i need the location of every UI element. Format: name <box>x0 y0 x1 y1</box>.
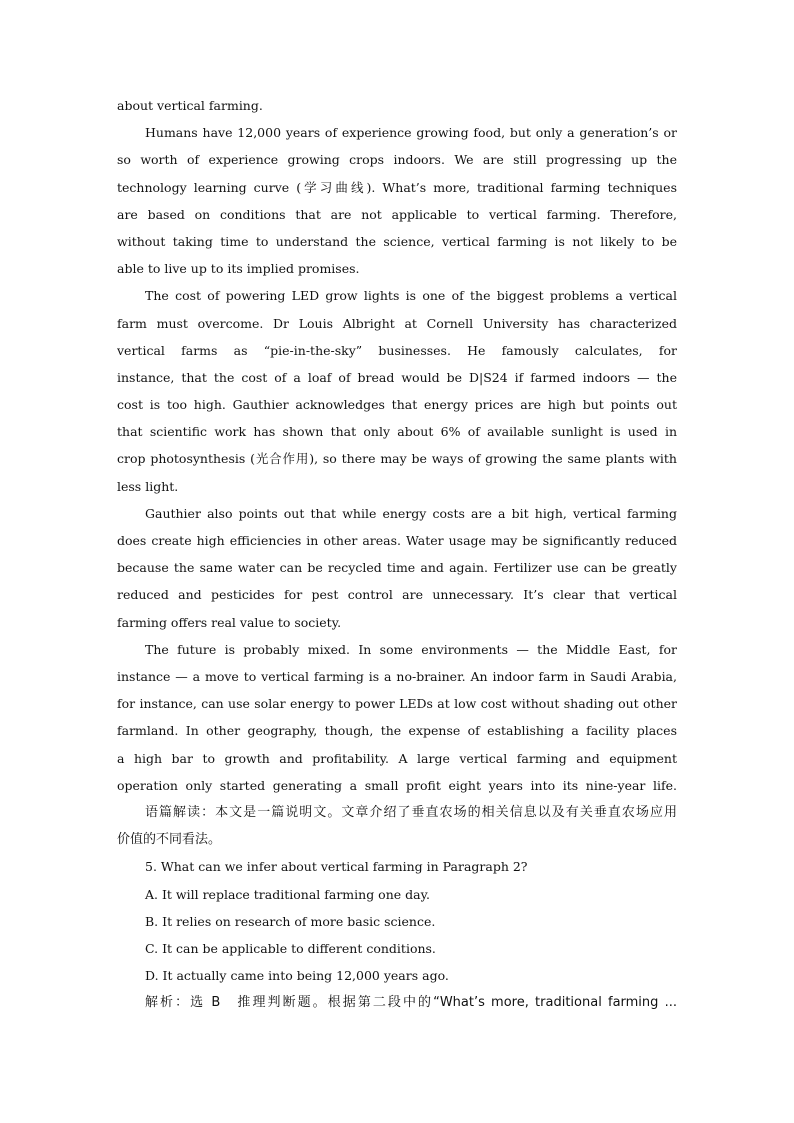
text-line: B. It relies on research of more basic science. <box>145 913 436 929</box>
text-line: that scientific work has shown that only about 6% of available sunlight is used in <box>117 424 677 440</box>
text-line: 5. What can we infer about vertical farming in Paragraph 2? <box>145 859 528 875</box>
text-line: The cost of powering LED grow lights is one of the biggest problems a vertical <box>145 288 677 304</box>
text-line: A. It will replace traditional farming one day. <box>145 886 430 902</box>
text-line: Gauthier also points out that while energy costs are a bit high, vertical farming <box>145 505 677 521</box>
text-line: so worth of experience growing crops indoors. We are still progressing up the <box>117 152 677 168</box>
text-line: less light. <box>117 478 179 494</box>
text-line: cost is too high. Gauthier acknowledges that energy prices are high but points out <box>117 397 677 413</box>
text-line: farmland. In other geography, though, the expense of establishing a facility places <box>117 723 677 739</box>
text-line: The future is probably mixed. In some environments — the Middle East, for <box>145 641 677 657</box>
text-line: farm must overcome. Dr Louis Albright at Cornell University has characterized <box>117 315 677 331</box>
text-line: because the same water can be recycled time and again. Fertilizer use can be greatly <box>117 560 677 576</box>
text-line: vertical farms as “pie-in-the-sky” businesses. He famously calculates, for <box>117 342 677 358</box>
text-line: are based on conditions that are not applicable to vertical farming. Therefore, <box>117 206 677 222</box>
text-line: operation only started generating a small profit eight years into its nine-year life. <box>117 777 677 793</box>
text-line: able to live up to its implied promises. <box>117 261 360 277</box>
text-line: technology learning curve (学习曲线). What’s more, traditional farming techniques <box>117 179 677 195</box>
text-line: 语篇解读：本文是一篇说明文。文章介绍了垂直农场的相关信息以及有关垂直农场应用 <box>145 804 677 820</box>
document-page <box>117 92 677 1017</box>
text-line: Humans have 12,000 years of experience growing food, but only a generation’s or <box>145 125 677 141</box>
text-line: farming offers real value to society. <box>117 614 342 630</box>
text-line: 解析：选 B 推理判断题。根据第二段中的“What’s more, traditional farming ... <box>145 995 677 1011</box>
text-line: about vertical farming. <box>117 98 263 113</box>
text-line: reduced and pesticides for pest control are unnecessary. It’s clear that vertical <box>117 587 677 603</box>
text-line: 价值的不同看法。 <box>117 832 222 848</box>
text-line: does create high efficiencies in other areas. Water usage may be significantly reduced <box>117 533 677 549</box>
text-line: without taking time to understand the science, vertical farming is not likely to be <box>117 233 677 249</box>
text-line: D. It actually came into being 12,000 years ago. <box>145 968 449 984</box>
text-line: crop photosynthesis (光合作用), so there may be ways of growing the same plants with <box>117 451 677 467</box>
text-line: C. It can be applicable to different conditions. <box>145 940 436 956</box>
text-line: for instance, can use solar energy to power LEDs at low cost without shading out other <box>117 696 677 712</box>
text-line: a high bar to growth and profitability. A large vertical farming and equipment <box>117 750 677 766</box>
text-line: instance — a move to vertical farming is a no-brainer. An indoor farm in Saudi Arabia, <box>117 669 677 684</box>
text-line: instance, that the cost of a loaf of bread would be D|S24 if farmed indoors — the <box>117 369 677 385</box>
